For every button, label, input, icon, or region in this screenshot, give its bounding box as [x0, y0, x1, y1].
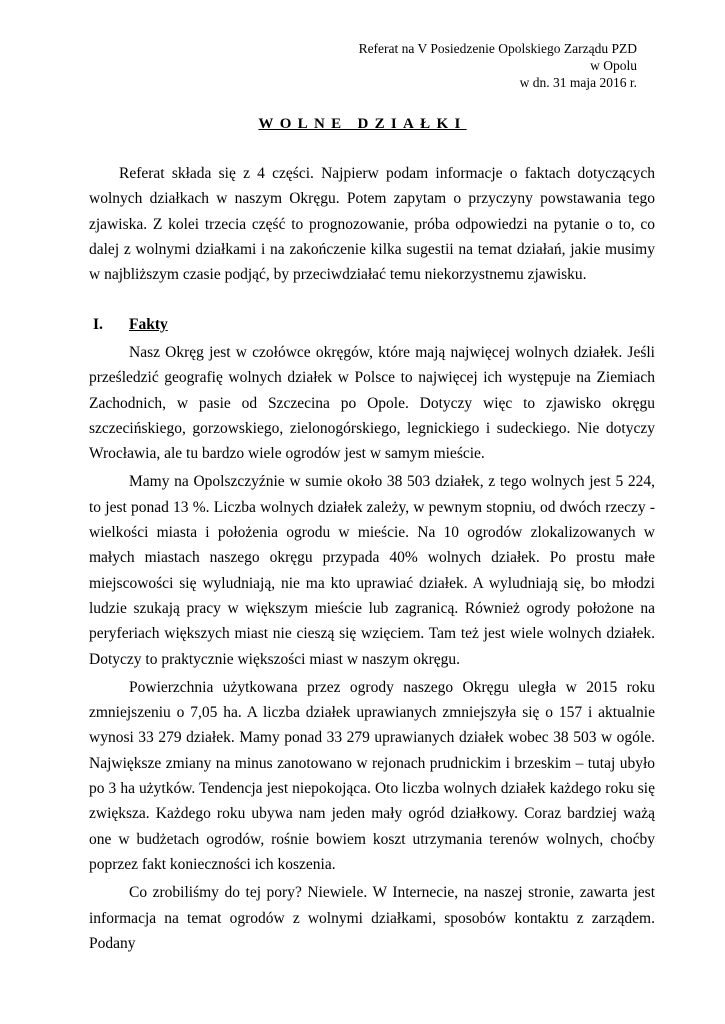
section-title: Fakty — [129, 316, 168, 333]
header-line-2: w Opolu — [590, 58, 637, 73]
header-line-3: w dn. 31 maja 2016 r. — [519, 75, 637, 90]
header-line-1: Referat na V Posiedzenie Opolskiego Zarządu PZD — [358, 41, 637, 56]
intro-paragraph: Referat składa się z 4 części. Najpierw podam informacje o faktach dotyczących wolnych działkach w naszym Okręgu. Potem zapytam o przyczyny powstawania tego zjawiska. Z kolei trzecia część to prognozowanie, próba odpowiedzi na pytanie o to, co dalej z wolnymi działkami i na zakończenie kilka sugestii na temat działań, jakie musimy w najbliższym czasie podjąć, by przeciwdziałać temu niekorzystnemu zjawisku. — [89, 165, 655, 284]
facts-paragraph-1: Nasz Okręg jest w czołówce okręgów, które mają najwięcej wolnych działek. Jeśli prześledzić geografię wolnych działek w Polsce to najwięcej ich występuje na Ziemiach Zachodnich, w pasie od Szczecina po Opole. Dotyczy więc to zjawisko okręgu szczecińskiego, gorzowskiego, zielonogórskiego, legnickiego i sudeckiego. Nie dotyczy Wrocławia, ale tu bardzo wiele ogrodów jest w samym mieście. — [89, 344, 655, 463]
section-heading — [93, 316, 168, 334]
facts-paragraph-2: Mamy na Opolszczyźnie w sumie około 38 503 działek, z tego wolnych jest 5 224, to jest ponad 13 %. Liczba wolnych działek zależy, w pewnym stopniu, od dwóch rzeczy - wielkości miasta i położenia ogrodu w mieście. Na 10 ogrodów zlokalizowanych w małych miastach naszego okręgu przypada 40% wolnych działek. Po prostu małe miejscowości się wyludniają, nie ma kto uprawiać działek. A wyludniają się, bo młodzi ludzie szukają pracy w większym mieście lub zagranicą. Również ogrody położone na peryferiach większych miast nie cieszą się wzięciem. Tam też jest wiele wolnych działek. Dotyczy to praktycznie większości miast w naszym okręgu. — [89, 473, 655, 668]
facts-section — [89, 340, 655, 956]
document-header — [359, 40, 637, 91]
section-number: I. — [93, 316, 103, 333]
document-title: WOLNE DZIAŁKI — [258, 116, 467, 132]
intro-section — [89, 161, 655, 287]
facts-paragraph-3: Powierzchnia użytkowana przez ogrody naszego Okręgu uległa w 2015 roku zmniejszeniu o 7,05 ha. A liczba działek uprawianych zmniejszyła się o 157 i aktualnie wynosi 33 279 działek. Mamy ponad 33 279 uprawianych działek wobec 38 503 w ogóle. Największe zmiany na minus zanotowano w rejonach prudnickim i brzeskim – tutaj ubyło po 3 ha użytków. Tendencja jest niepokojąca. Oto liczba wolnych działek każdego roku się zwiększa. Każdego roku ubywa nam jeden mały ogród działkowy. Coraz bardziej ważą one w budżetach ogrodów, rośnie bowiem koszt utrzymania terenów wolnych, choćby poprzez fakt konieczności ich koszenia. — [89, 678, 655, 873]
facts-paragraph-4: Co zrobiliśmy do tej pory? Niewiele. W Internecie, na naszej stronie, zawarta jest informacja na temat ogrodów z wolnymi działkami, sposobów kontaktu z zarządem. Podany — [89, 884, 655, 952]
